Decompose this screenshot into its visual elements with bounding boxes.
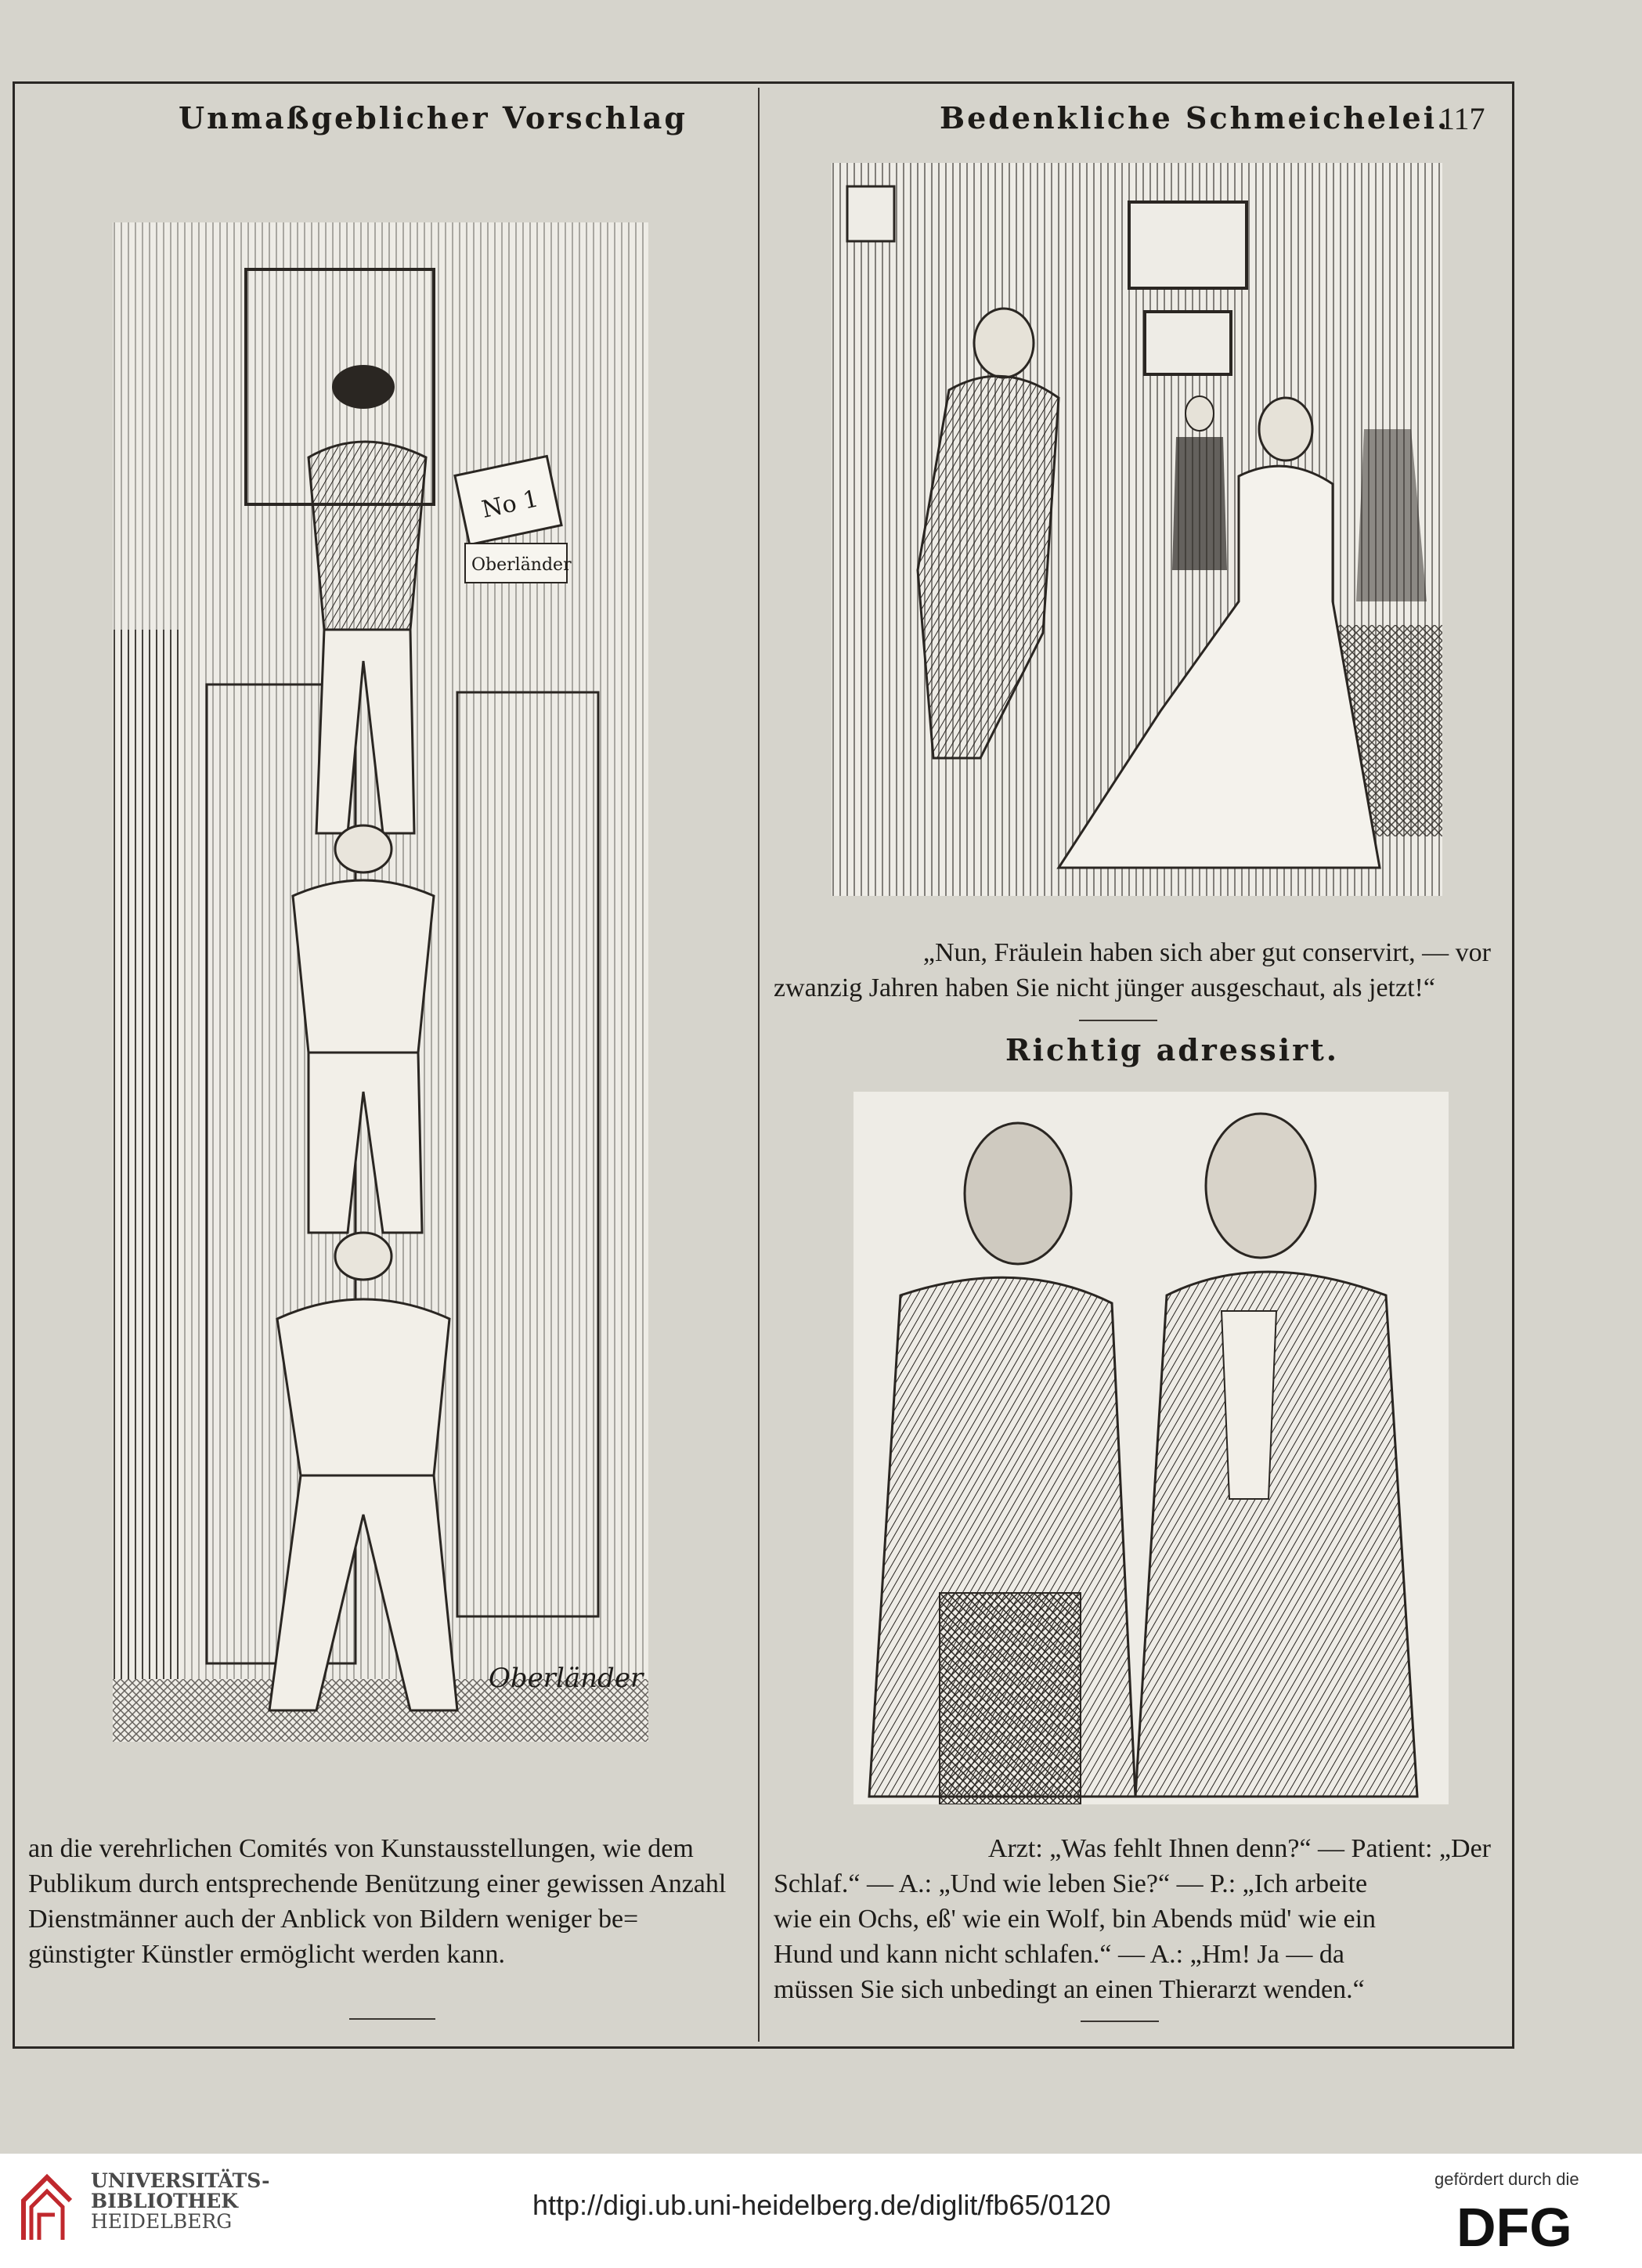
- library-line: HEIDELBERG: [91, 2210, 233, 2233]
- dfg-logo-text: DFG: [1456, 2198, 1572, 2252]
- doctor-caption-line: wie ein Ochs, eß' wie ein Wolf, bin Abends müd' wie ein: [774, 1905, 1377, 1934]
- page-number: 117: [1439, 101, 1485, 136]
- dfg-logo[interactable]: [1456, 2198, 1621, 2252]
- left-caption-line: Publikum durch entsprechende Benützung einer gewissen Anzahl: [28, 1869, 727, 1898]
- right-article-title: Bedenkliche Schmeichelei.: [940, 100, 1450, 135]
- salon-separator: [1079, 1020, 1157, 1021]
- left-caption: [28, 1831, 739, 1972]
- doctor-caption-line: Arzt: „Was fehlt Ihnen denn?“ — Patient: „Der: [987, 1834, 1491, 1863]
- library-line: BIBLIOTHEK: [91, 2190, 239, 2212]
- doctor-article-title: Richtig adressirt.: [1005, 1032, 1339, 1067]
- doctor-caption-line: Schlaf.“ — A.: „Und wie leben Sie?“ — P.: „Ich arbeite: [774, 1869, 1368, 1898]
- column-divider: [758, 88, 760, 2042]
- doctor-caption: [774, 1831, 1491, 2007]
- library-name: [91, 2171, 270, 2232]
- left-caption-line: an die verehrlichen Comités von Kunstausstellungen, wie dem: [28, 1834, 694, 1863]
- doctor-patient-illustration: [853, 1092, 1449, 1804]
- doctor-caption-line: Hund und kann nicht schlafen.“ — A.: „Hm! Ja — da: [774, 1940, 1344, 1969]
- salon-illustration: [832, 163, 1442, 896]
- left-caption-line: günstigter Künstler ermöglicht werden kann.: [28, 1940, 506, 1969]
- left-end-separator: [349, 2018, 435, 2020]
- doctor-caption-line: müssen Sie sich unbedingt an einen Thierarzt wenden.“: [774, 1975, 1365, 2004]
- salon-caption: [774, 935, 1491, 1006]
- salon-caption-line: „Nun, Fräulein haben sich aber gut conservirt, — vor: [922, 938, 1491, 967]
- left-article-title: Unmaßgeblicher Vorschlag: [179, 100, 687, 135]
- salon-caption-line: zwanzig Jahren haben Sie nicht jünger ausgeschaut, als jetzt!“: [774, 973, 1435, 1002]
- sign-number: No 1: [479, 485, 541, 524]
- library-line: UNIVERSITÄTS-: [91, 2169, 270, 2192]
- ub-heidelberg-logo[interactable]: [16, 2169, 78, 2248]
- funded-by-label: gefördert durch die: [1434, 2169, 1579, 2189]
- doctor-end-separator: [1081, 2021, 1159, 2022]
- document-url-link[interactable]: http://digi.ub.uni-heidelberg.de/diglit/fb65/0120: [532, 2189, 1111, 2221]
- sign-name: Oberländer: [471, 555, 572, 575]
- left-caption-line: Dienstmänner auch der Anblick von Bildern weniger be=: [28, 1905, 639, 1934]
- artist-signature: Oberländer: [489, 1663, 644, 1694]
- left-illustration: [113, 222, 648, 1742]
